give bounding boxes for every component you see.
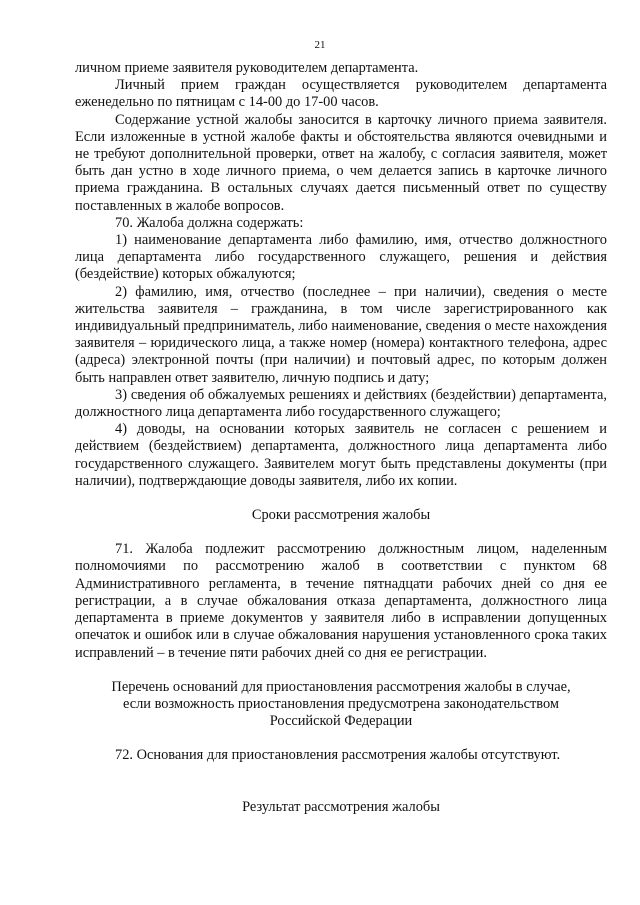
paragraph: 71. Жалоба подлежит рассмотрению должностным лицом, наделенным полномочиями по рассмотрению жалоб в соответствии с пунктом 68 Административного регламента, в течение пятнадцати рабочих дней со дня ее регистрации, а в случае обжалования отказа департамента, должностного лица департамента в приеме документов у заявителя либо в исправлении допущенных опечаток и ошибок или в случае обжалования нарушения установленного срока таких исправлений – в течение пяти рабочих дней со дня ее регистрации. [75,541,607,661]
paragraph: личном приеме заявителя руководителем департамента. [75,60,419,76]
paragraph: 70. Жалоба должна содержать: [115,214,304,231]
list-item: 1) наименование департамента либо фамилию, имя, отчество должностного лица департамента либо государственного служащего, решения и действия (бездействие) которых обжалуются; [75,232,607,283]
paragraph: Личный прием граждан осуществляется руководителем департамента еженедельно по пятницам с 14-00 до 17-00 часов. [75,77,607,111]
document-body [75,60,607,816]
section-heading: Сроки рассмотрения жалобы [251,507,431,524]
list-item: 2) фамилию, имя, отчество (последнее – при наличии), сведения о месте жительства заявителя – гражданина, в том числе зарегистрированного как индивидуальный предприниматель, либо наименование, сведения о месте нахождения заявителя – юридического лица, а также номер (номера) контактного телефона, адрес (адреса) электронной почты (при наличии) и почтовый адрес, по которым должен быть направлен ответ заявителю, личную подпись и дату; [75,283,607,386]
list-item: 3) сведения об обжалуемых решениях и действиях (бездействии) департамента, должностного лица департамента либо государственного служащего; [75,386,607,421]
paragraph: Содержание устной жалобы заносится в карточку личного приема заявителя. Если изложенные в устной жалобе факты и обстоятельства являются очевидными и не требуют дополнительной проверки, ответ на жалобу, с согласия заявителя, может быть дан устно в ходе личного приема, о чем делается запись в карточке личного приема гражданина. В остальных случаях дается письменный ответ по существу поставленных в жалобе вопросов. [75,111,607,214]
section-heading: Результат рассмотрения жалобы [242,798,440,815]
section-heading [75,679,607,731]
page-number: 21 [314,39,326,51]
list-item: 4) доводы, на основании которых заявитель не согласен с решением и действием (бездействием) департамента, должностного лица департамента либо государственного служащего. Заявителем могут быть представлены документы (при наличии), подтверждающие доводы заявителя, либо их копии. [75,421,607,489]
section-heading-line: Российской Федерации [269,713,413,730]
section-heading-line: если возможность приостановления предусмотрена законодательством [122,695,560,712]
section-heading-line: Перечень оснований для приостановления рассмотрения жалобы в случае, [111,678,571,695]
paragraph: 72. Основания для приостановления рассмотрения жалобы отсутствуют. [115,747,561,764]
